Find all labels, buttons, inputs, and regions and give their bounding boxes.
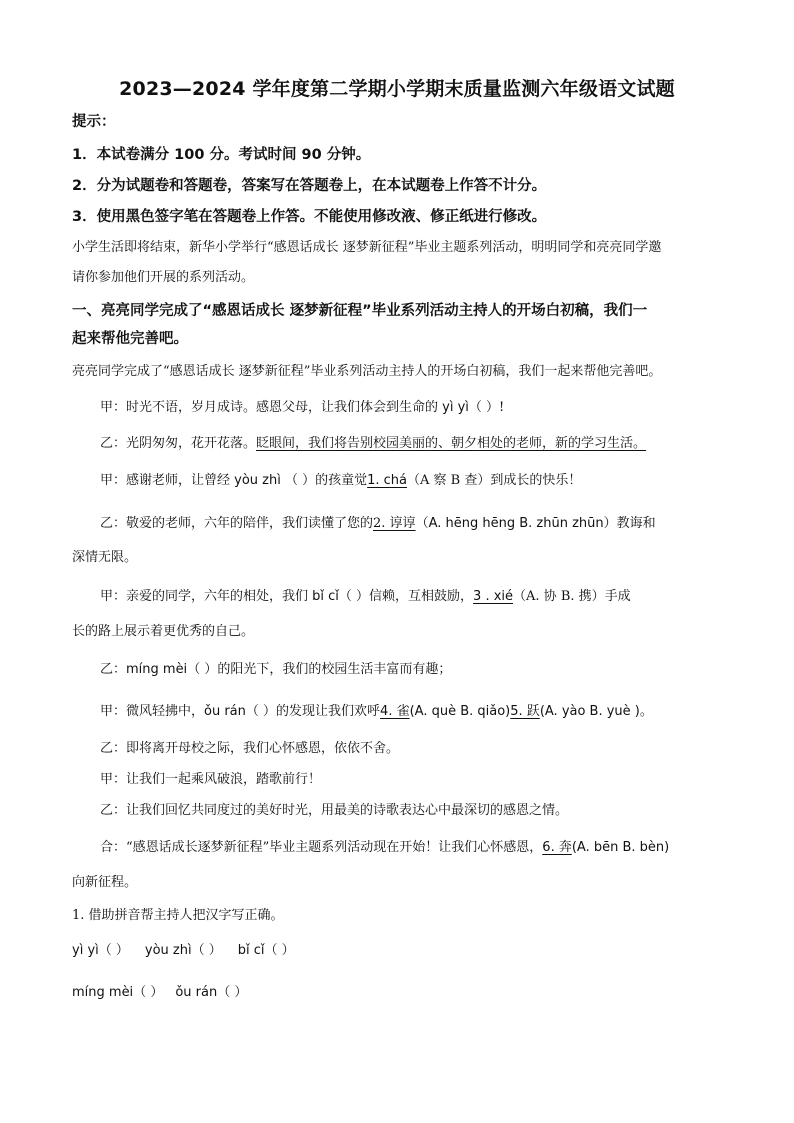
- answer-blank: （ ）的发现让我们欢呼: [245, 704, 381, 719]
- dialogue-line-7: [100, 700, 653, 719]
- dialogue-line-4-cont: 深情无限。: [72, 550, 138, 565]
- choice-options: (A. què B. qiǎo): [409, 704, 511, 719]
- pinyin: yòu zhì: [144, 943, 192, 958]
- intro-line-1: 小学生活即将结束，新华小学举行“感恩话成长 逐梦新征程”毕业主题系列活动，明明同学和亮亮同学邀: [72, 240, 662, 255]
- answer-blank: （ ）: [98, 943, 129, 958]
- dialogue-text: 甲：亲爱的同学，六年的相处，我们: [100, 589, 309, 604]
- dialogue-line-5-cont: 长的路上展示着更优秀的自己。: [72, 624, 255, 639]
- dialogue-line-3: [100, 469, 581, 488]
- question-marker-6: 6. 奔: [542, 840, 572, 855]
- answer-blank: （ ）: [264, 943, 295, 958]
- choice-options: (A. yào B. yuè )。: [539, 704, 653, 719]
- dialogue-text: 合：“感恩话成长逐梦新征程”毕业主题系列活动现在开始！让我们心怀感恩，: [100, 840, 543, 855]
- question-marker-2: 2. 谆谆: [373, 516, 416, 531]
- pinyin-row-2: [72, 981, 247, 1000]
- dialogue-text: 甲：微风轻拂中，: [100, 704, 205, 719]
- dialogue-line-4: [100, 512, 656, 531]
- pinyin: ǒu rán: [175, 985, 218, 1000]
- dialogue-line-5: [100, 585, 631, 604]
- section-1-heading-line-2: 起来帮他完善吧。: [72, 331, 188, 347]
- dialogue-text: 甲：时光不语，岁月成诗。感恩父母，让我们体会到生命的: [100, 400, 439, 415]
- answer-blank: （ ）: [217, 985, 248, 1000]
- dialogue-line-11: [100, 836, 669, 855]
- intro-line-2: 请你参加他们开展的系列活动。: [72, 270, 255, 285]
- pinyin: bǐ cǐ: [237, 943, 265, 958]
- dialogue-line-8: 乙：即将离开母校之际，我们心怀感恩，依依不舍。: [100, 741, 400, 756]
- page-title: 2023—2024 学年度第二学期小学期末质量监测六年级语文试题: [119, 78, 675, 100]
- dialogue-text: 乙：光阴匆匆，花开花落。: [100, 436, 257, 451]
- pinyin: yì yì: [438, 400, 469, 415]
- pinyin: bǐ cǐ: [308, 589, 339, 604]
- answer-blank: （ ）信赖，互相鼓励，: [338, 589, 474, 604]
- question-1-prompt: 1. 借助拼音帮主持人把汉字写正确。: [72, 908, 284, 923]
- pinyin: ǒu rán: [204, 704, 246, 719]
- pinyin: yì yì: [72, 943, 99, 958]
- underlined-sentence: 眨眼间，我们将告别校园美丽的、朝夕相处的老师，新的学习生活。: [256, 436, 647, 451]
- choice-options: (A. bēn B. bèn): [571, 840, 670, 855]
- dialogue-line-10: 乙：让我们回忆共同度过的美好时光，用最美的诗歌表达心中最深切的感恩之情。: [100, 803, 569, 818]
- choice-options: （A. hēng hēng B. zhūn zhūn）教诲和: [415, 516, 656, 531]
- choice-options: （A 察 B 查）到成长的快乐！: [407, 473, 582, 488]
- question-marker-1: 1. chá: [367, 473, 408, 488]
- section-1-heading-line-1: 一、亮亮同学完成了“感恩话成长 逐梦新征程”毕业系列活动主持人的开场白初稿，我们一: [72, 303, 648, 319]
- dialogue-line-9: 甲：让我们一起乘风破浪，踏歌前行！: [100, 772, 322, 787]
- pinyin: yòu zhì: [230, 473, 285, 488]
- question-marker-4: 4. 雀: [380, 704, 410, 719]
- tip-item-3: 3．使用黑色签字笔在答题卷上作答。不能使用修改液、修正纸进行修改。: [72, 209, 547, 225]
- tip-item-2: 2．分为试题卷和答题卷，答案写在答题卷上，在本试题卷上作答不计分。: [72, 178, 547, 194]
- answer-blank: （ ）的孩童觉: [284, 473, 368, 488]
- pinyin: 乙：míng mèi: [100, 662, 188, 677]
- dialogue-line-11-cont: 向新征程。: [72, 875, 138, 890]
- dialogue-line-1: [100, 396, 504, 415]
- pinyin: míng mèi: [72, 985, 134, 1000]
- tips-label: 提示：: [72, 114, 116, 130]
- tip-item-1: 1．本试卷满分 100 分。考试时间 90 分钟。: [72, 147, 371, 163]
- pinyin-row-1: [72, 939, 295, 958]
- question-marker-5: 5. 跃: [510, 704, 540, 719]
- answer-blank: （ ）!: [468, 400, 505, 415]
- dialogue-text: 甲：感谢老师，让曾经: [100, 473, 231, 488]
- answer-blank: （ ）: [191, 943, 222, 958]
- section-1-restated: 亮亮同学完成了“感恩话成长 逐梦新征程”毕业系列活动主持人的开场白初稿，我们一起来帮他完善吧。: [72, 364, 662, 379]
- dialogue-line-6: [100, 658, 451, 677]
- dialogue-line-2: [100, 432, 646, 451]
- choice-options: （A. 协 B. 携）手成: [513, 589, 631, 604]
- answer-blank: （ ）: [133, 985, 164, 1000]
- answer-blank: （ ）的阳光下，我们的校园生活丰富而有趣；: [187, 662, 452, 677]
- dialogue-text: 乙：敬爱的老师，六年的陪伴，我们读懂了您的: [100, 516, 374, 531]
- question-marker-3: 3 . xié: [473, 589, 514, 604]
